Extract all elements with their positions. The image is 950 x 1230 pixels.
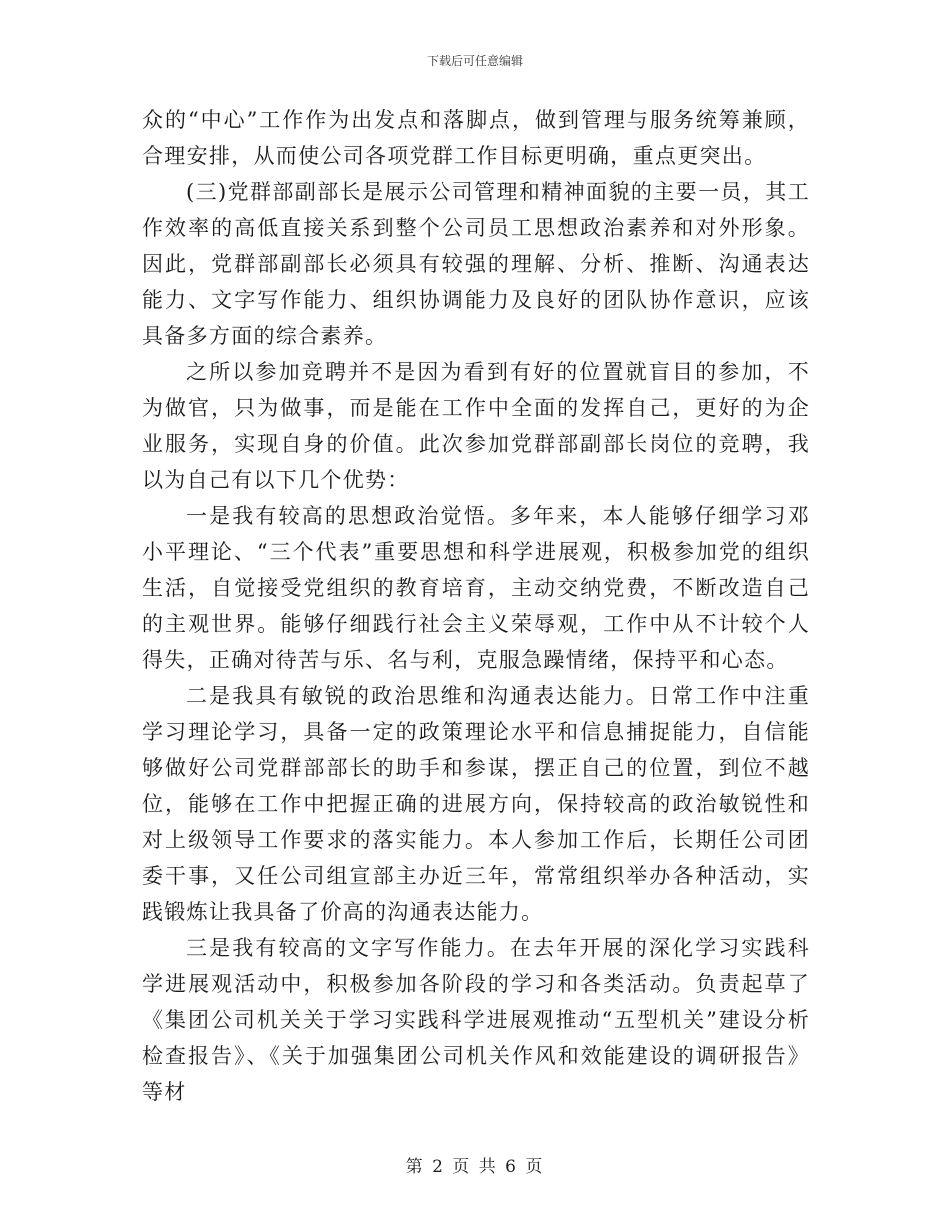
document-body (142, 102, 810, 1110)
page-number-footer: 第 2 页 共 6 页 (405, 1157, 545, 1177)
paragraph-advantage-one: 一是我有较高的思想政治觉悟。多年来，本人能够仔细学习邓小平理论、“三个代表”重要思想和科学进展观，积极参加党的组织生活，自觉接受党组织的教育培育，主动交纳党费，不断改造自己的主观世界。能够仔细践行社会主义荣辱观，工作中从不计较个人得失，正确对待苦与乐、名与利，克服急躁情绪，保持平和心态。 (142, 504, 810, 672)
page-header: 下载后可任意编辑 (426, 54, 523, 68)
paragraph-motivation: 之所以参加竞聘并不是因为看到有好的位置就盲目的参加，不为做官，只为做事，而是能在工作中全面的发挥自己，更好的为企业服务，实现自身的价值。此次参加党群部副部长岗位的竞聘，我以为自己有以下几个优势： (142, 360, 810, 492)
paragraph-advantage-two: 二是我具有敏锐的政治思维和沟通表达能力。日常工作中注重学习理论学习，具备一定的政策理论水平和信息捕捉能力，自信能够做好公司党群部部长的助手和参谋，摆正自己的位置，到位不越位，能够在工作中把握正确的进展方向，保持较高的政治敏锐性和对上级领导工作要求的落实能力。本人参加工作后，长期任公司团委干事，又任公司组宣部主办近三年，常常组织举办各种活动，实践锻炼让我具备了价高的沟通表达能力。 (142, 684, 810, 924)
paragraph-advantage-three: 三是我有较高的文字写作能力。在去年开展的深化学习实践科学进展观活动中，积极参加各阶段的学习和各类活动。负责起草了《集团公司机关关于学习实践科学进展观推动“五型机关”建设分析检查报告》、《关于加强集团公司机关作风和效能建设的调研报告》等材 (142, 936, 810, 1104)
paragraph-continuation: 众的“中心”工作作为出发点和落脚点，做到管理与服务统筹兼顾，合理安排，从而使公司各项党群工作目标更明确，重点更突出。 (142, 108, 810, 168)
paragraph-section-three: (三)党群部副部长是展示公司管理和精神面貌的主要一员，其工作效率的高低直接关系到整个公司员工思想政治素养和对外形象。因此，党群部副部长必须具有较强的理解、分析、推断、沟通表达能力、文字写作能力、组织协调能力及良好的团队协作意识，应该具备多方面的综合素养。 (142, 180, 810, 348)
